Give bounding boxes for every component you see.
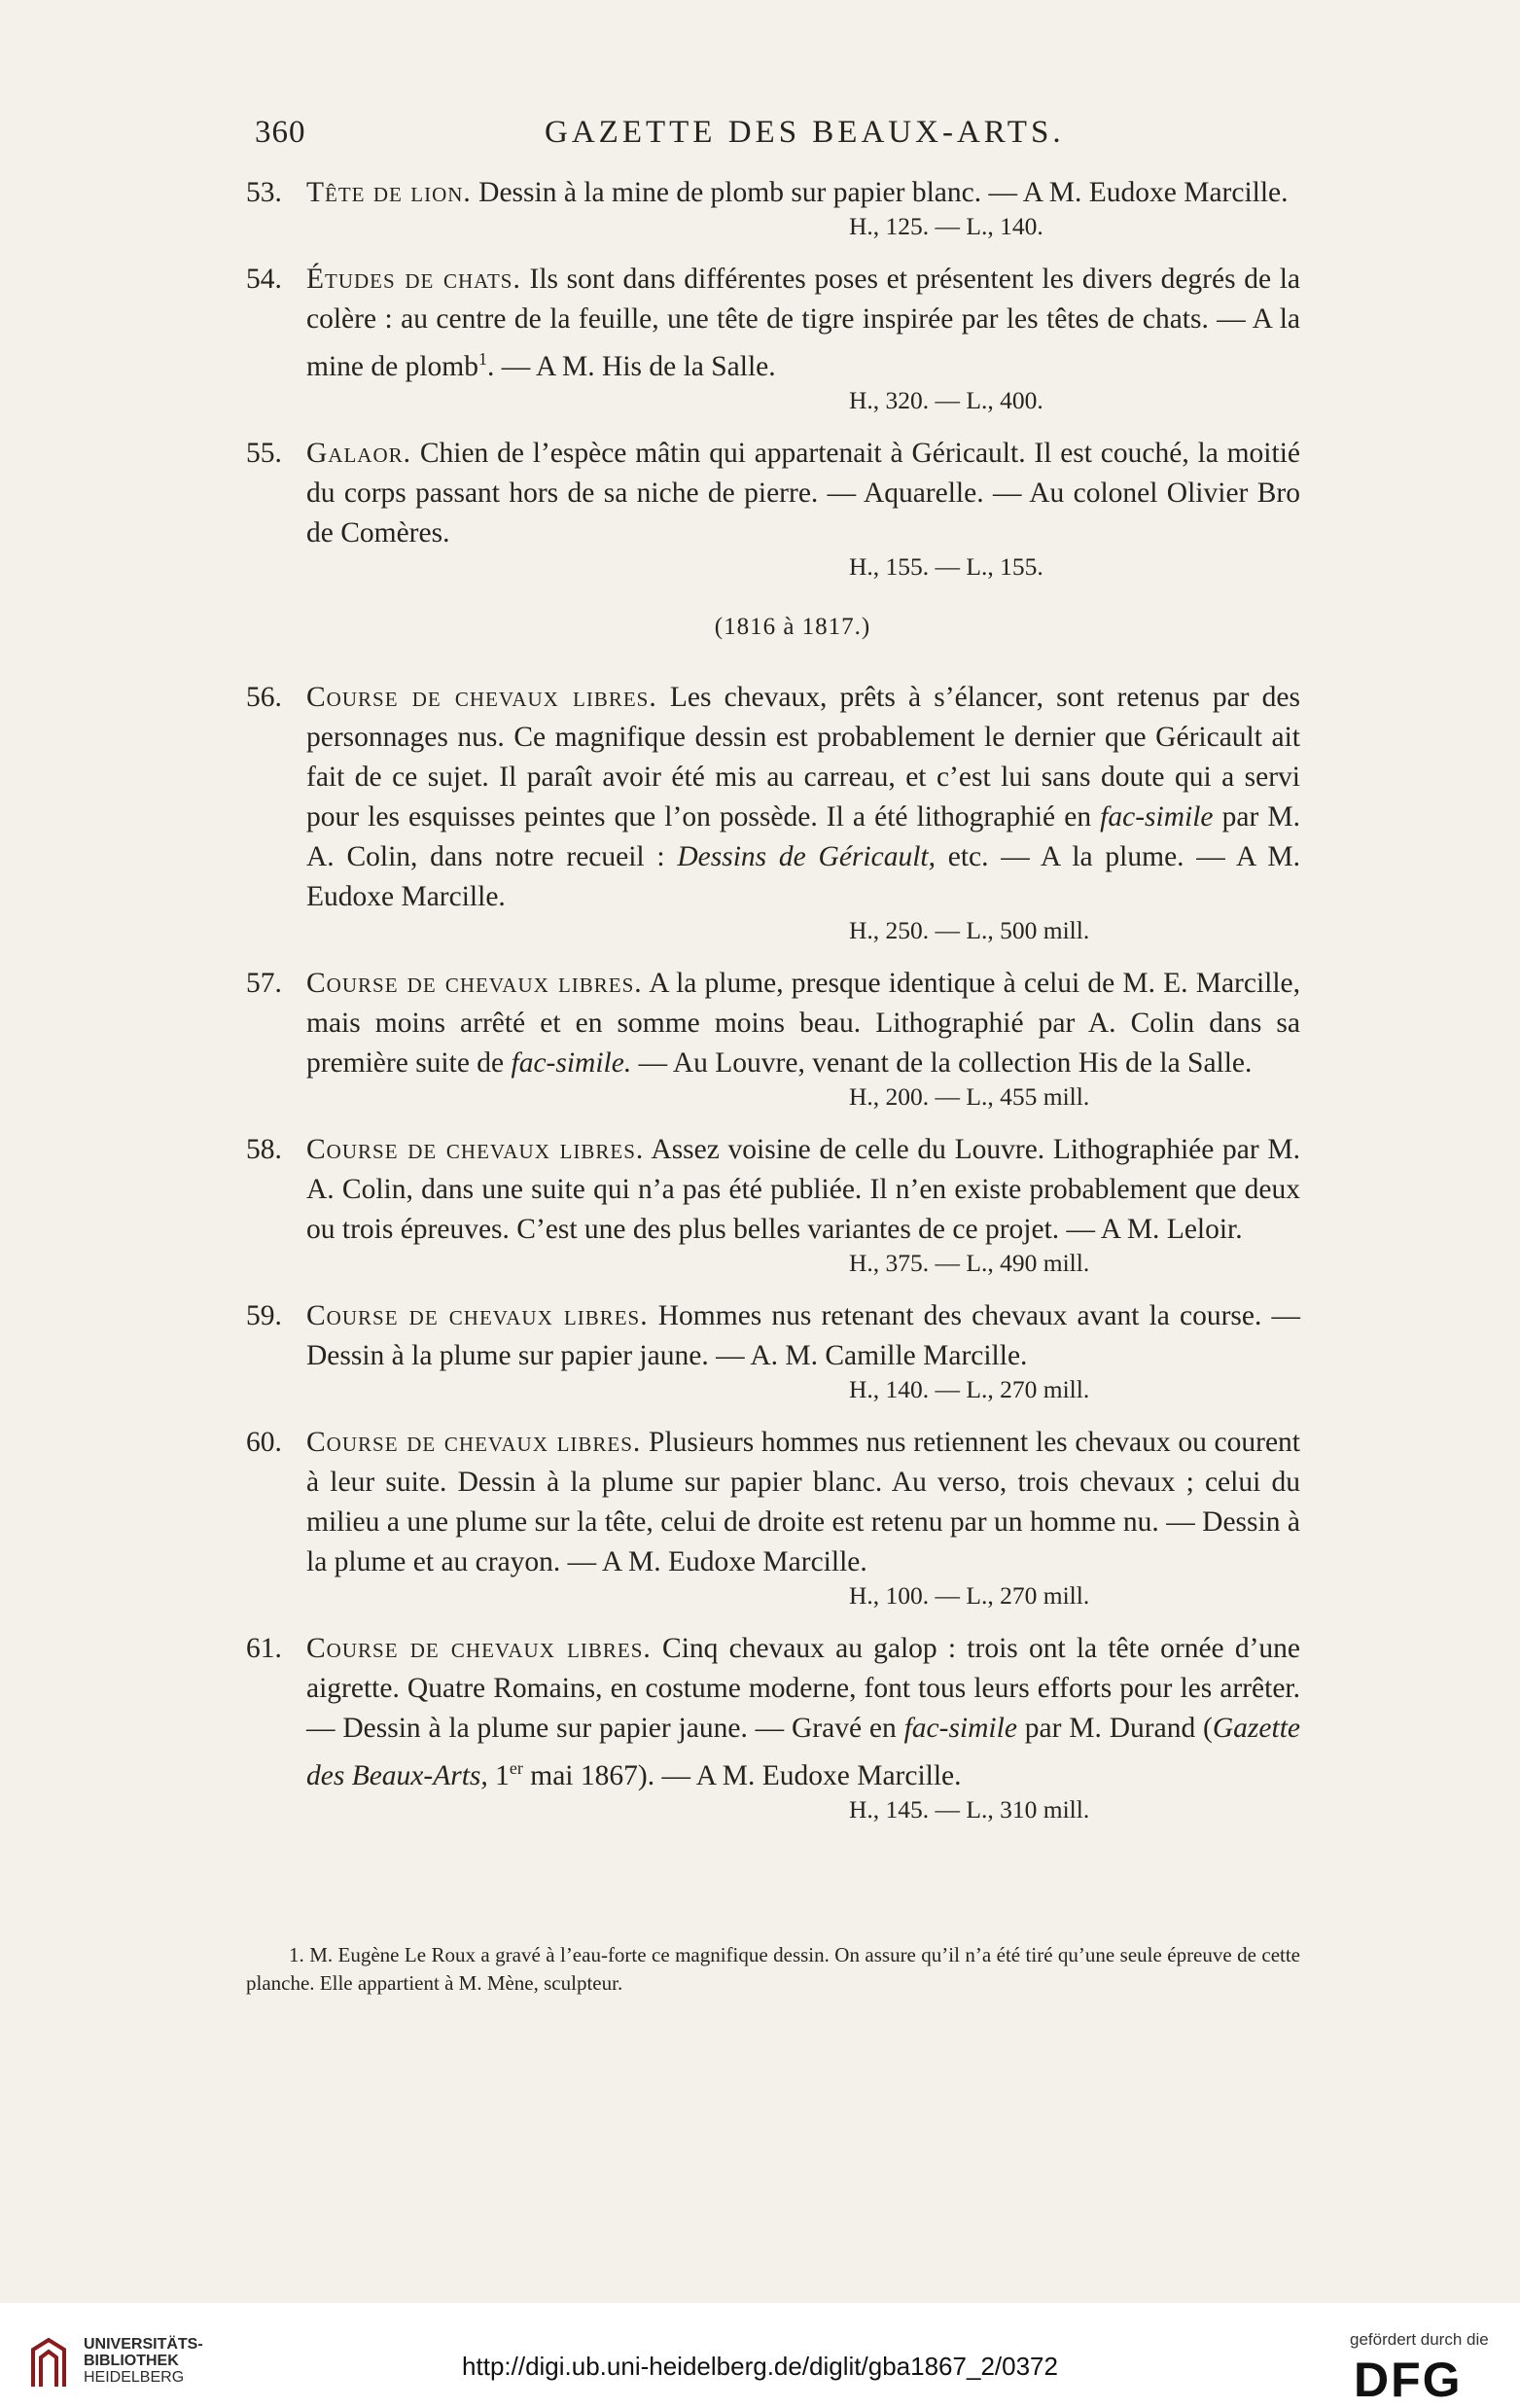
italic-term: fac-simile <box>1100 800 1214 832</box>
entry-number: 58. <box>246 1133 282 1165</box>
entry-number: 57. <box>246 967 282 999</box>
library-name-line1: UNIVERSITÄTS- <box>84 2336 203 2353</box>
entry-dimensions: H., 250. — L., 500 mill. <box>849 915 1090 944</box>
entry-description: Chien de l’espèce mâtin qui appartenait à Géricault. Il est couché, la moitié du corps passant hors de sa niche de pierre. — Aquarelle. — Au colonel Olivier Bro de Comères. <box>306 437 1300 549</box>
entry-dimensions: H., 320. — L., 400. <box>849 385 1043 414</box>
entry-description: Les chevaux, prêts à s’élancer, sont retenus par des personnages nus. Ce magnifique dessin est probablement le dernier que Géricault ait fait de ce sujet. Il paraît avoir été mis au carreau, et c’est lui sans doute qui a servi pour les esquisses peintes que l’on possède. Il a été lithographié en <box>306 681 1301 832</box>
entry-description: Assez voisine de celle du Louvre. Lithographiée par M. A. Colin, dans une suite qui n’a pas été publiée. Il n’en existe probablement que deux ou trois épreuves. C’est une des plus belles variantes de ce projet. — A M. Leloir. <box>306 1133 1301 1245</box>
library-name-line3: HEIDELBERG <box>84 2369 185 2386</box>
italic-term: fac-simile <box>903 1712 1017 1744</box>
entry-description: Dessin à la mine de plomb sur papier blanc. — A M. Eudoxe Marcille. <box>478 177 1289 208</box>
footnote <box>246 1941 1300 1998</box>
catalogue-entries <box>246 173 1300 1843</box>
catalogue-entry-55 <box>246 434 1300 584</box>
entry-description: Cinq chevaux au galop : trois ont la tête ornée d’une aigrette. Quatre Romains, en costume moderne, font tous leurs efforts pour les arrêter. — Dessin à la plume sur papier jaune. — Gravé en <box>306 1632 1301 1744</box>
entry-title: Études de chats. <box>306 264 521 295</box>
entry-description-end: mai 1867). — A M. Eudoxe Marcille. <box>522 1759 962 1791</box>
italic-title: Dessins de Géricault, <box>677 840 936 872</box>
funded-by-label: gefördert durch die <box>1350 2330 1489 2349</box>
catalogue-entry-59 <box>246 1296 1300 1407</box>
entry-description-end: etc. — A la plume. — A M. Eudoxe Marcille. <box>306 840 1300 912</box>
entry-title: Course de chevaux libres. <box>306 1133 645 1165</box>
entry-title: Galaor. <box>306 437 412 469</box>
superscript: er <box>509 1757 523 1778</box>
entry-dimensions: H., 375. — L., 490 mill. <box>849 1248 1090 1277</box>
catalogue-entry-53 <box>246 173 1300 244</box>
footnote-reference: 1 <box>477 349 487 369</box>
running-title: GAZETTE DES BEAUX-ARTS. <box>545 115 1065 150</box>
entry-title: Course de chevaux libres. <box>306 1632 652 1664</box>
catalogue-entry-58 <box>246 1130 1300 1281</box>
entry-dimensions: H., 155. — L., 155. <box>849 551 1043 581</box>
entry-number: 53. <box>246 177 282 208</box>
entry-number: 56. <box>246 681 282 713</box>
entry-description: A la plume, presque identique à celui de M. E. Marcille, mais moins arrêté et en somme moins beau. Lithographié par A. Colin dans sa première suite de <box>306 967 1301 1079</box>
period-heading: (1816 à 1817.) <box>714 613 871 640</box>
entry-number: 59. <box>246 1299 282 1331</box>
library-name-line2: BIBLIOTHEK <box>84 2353 179 2369</box>
entry-description-end: . — A M. His de la Salle. <box>486 350 776 382</box>
entry-dimensions: H., 125. — L., 140. <box>849 212 1043 240</box>
entry-title: Course de chevaux libres. <box>306 1299 649 1331</box>
entry-title: Course de chevaux libres. <box>306 681 657 713</box>
entry-title: Course de chevaux libres. <box>306 1426 642 1458</box>
footnote-number: 1. <box>289 1943 304 1966</box>
page-number: 360 <box>255 115 306 150</box>
entry-description: Ils sont dans différentes poses et présentent les divers degrés de la colère : au centre de la feuille, une tête de tigre inspirée par les têtes de chats. — A la mine de plomb <box>306 264 1300 382</box>
entry-description: Plusieurs hommes nus retiennent les chevaux ou courent à leur suite. Dessin à la plume sur papier blanc. Au verso, trois chevaux ; celui du milieu a une plume sur la tête, celui de droite est retenu par un homme nu. — Dessin à la plume et au crayon. — A M. Eudoxe Marcille. <box>306 1426 1300 1577</box>
entry-number: 55. <box>246 437 282 469</box>
entry-dimensions: H., 145. — L., 310 mill. <box>849 1794 1090 1824</box>
entry-dimensions: H., 140. — L., 270 mill. <box>849 1374 1090 1403</box>
entry-description-cont2: 1 <box>487 1759 510 1791</box>
page-header <box>0 115 1520 154</box>
entry-dimensions: H., 100. — L., 270 mill. <box>849 1580 1090 1610</box>
italic-term: fac-simile. <box>511 1046 632 1079</box>
entry-description-end: — Au Louvre, venant de la collection His de la Salle. <box>631 1046 1253 1079</box>
catalogue-entry-60 <box>246 1423 1300 1613</box>
catalogue-entry-56 <box>246 678 1300 948</box>
entry-description-cont: par M. Durand ( <box>1016 1712 1213 1744</box>
permalink-url[interactable]: http://digi.ub.uni-heidelberg.de/diglit/gba1867_2/0372 <box>462 2352 1058 2381</box>
italic-title: Gazette des Beaux-Arts, <box>306 1712 1300 1791</box>
entry-description: Hommes nus retenant des chevaux avant la course. — Dessin à la plume sur papier jaune. — A. M. Camille Marcille. <box>306 1299 1301 1371</box>
entry-dimensions: H., 200. — L., 455 mill. <box>849 1081 1090 1111</box>
footnote-text: M. Eugène Le Roux a gravé à l’eau-forte ce magnifique dessin. On assure qu’il n’a été tiré qu’une seule épreuve de cette planche. Elle appartient à M. Mène, sculpteur. <box>246 1943 1300 1995</box>
catalogue-entry-61 <box>246 1629 1300 1827</box>
entry-title: Tête de lion. <box>306 177 472 208</box>
entry-description-cont: par M. A. Colin, dans notre recueil : <box>306 800 1300 872</box>
entry-number: 60. <box>246 1426 282 1458</box>
catalogue-entry-54 <box>246 260 1300 418</box>
dfg-logo: DFG <box>1354 2353 1463 2407</box>
entry-title: Course de chevaux libres. <box>306 967 643 999</box>
entry-number: 54. <box>246 264 282 295</box>
catalogue-entry-57 <box>246 964 1300 1115</box>
entry-number: 61. <box>246 1632 282 1664</box>
